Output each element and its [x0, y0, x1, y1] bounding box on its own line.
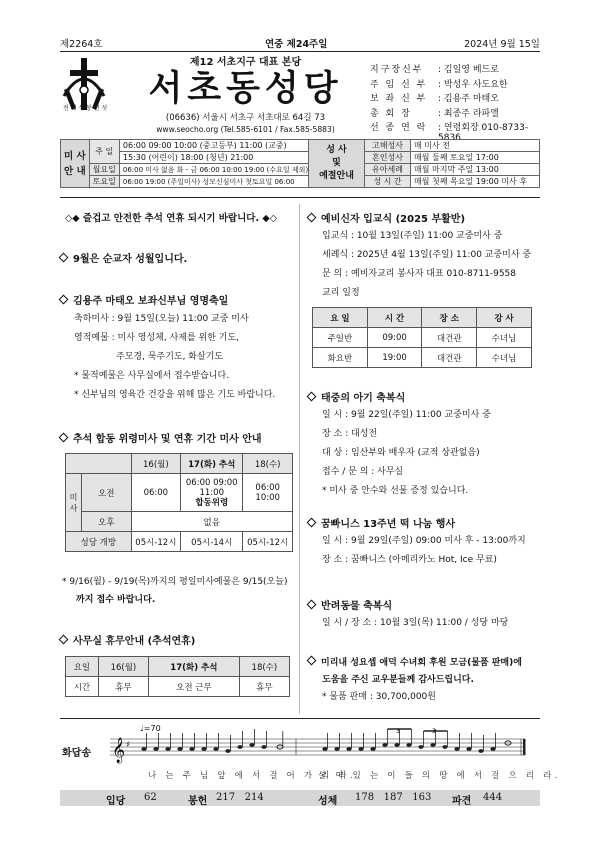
issue-date: 2024년 9월 15일: [464, 39, 540, 50]
office-title: 사무실 휴무안내 (추석연휴): [60, 632, 195, 647]
diamond-bullet-icon: [307, 392, 317, 402]
mass-schedule-table: 미 사 안 내 주 일 06:00 09:00 10:00 (중고등부) 11:00 (교중) 15:30 (어린이) 18:00 (청년) 21:00 월요일 06:00 미사 없음 화 - 금 06:00 10:00 19:00 (수요일 제외) 토요일 06:00 19:00 (주일미사) 성모신심미사 첫토요일 06:00: [60, 139, 312, 188]
svg-text:𝄞: 𝄞: [112, 738, 126, 763]
diamond-bullet-icon: [307, 518, 317, 528]
greeting: ◇◆ 즐겁고 안전한 추석 연휴 되시기 바랍니다. ◆◇: [65, 213, 277, 224]
chuseok-title: 추석 합동 위령미사 및 연휴 기간 미사 안내: [60, 430, 262, 445]
martyr-month-notice: 9월은 순교자 성월입니다.: [60, 250, 187, 265]
staff-row: 주 임 신 부 : 박성우 사도요한: [370, 79, 508, 90]
diamond-bullet-icon: [307, 600, 317, 610]
hymn-lyric-1: 나 는 주 님 앞 에 서 걸 어 가 리 라.: [148, 771, 356, 781]
chuseok-mass-table: 16(월) 17(화) 추석 18(수) 미사 오전 06:00 06:00 09:00 11:00 합동위령 06:00 10:00 오후 없음 성당 개방 05시-12시 05시-14시 05시-12시: [65, 453, 293, 552]
pet-blessing-section: 반려동물 축복식 일 시 / 장 소 : 10월 3일(목) 11:00 / 성당 마당: [308, 597, 543, 633]
hymn-numbers-bar: 입당 62 봉헌 217 214 성체 178 187 163 파견 444: [60, 790, 540, 806]
staff-row: 선 종 연 락 : 연령회장 010-8733-5836: [370, 123, 529, 143]
diamond-bullet-icon: [59, 295, 69, 305]
church-website: www.seocho.org (Tel.585-6101 / Fax.585-5883): [156, 125, 335, 134]
church-address: (06636) 서울시 서초구 서초대로 64길 73: [165, 113, 326, 123]
staff-row: 보 좌 신 부 : 김용주 마태오: [370, 94, 499, 104]
catechumen-section: 예비신자 입교식 (2025 부활반) 입교식 : 10월 13일(주일) 11:00 교중미사 중 세례식 : 2025년 4월 13일(주일) 11:00 교중미사 중 문 의 : 예비자교리 봉사자 대표 010-8711-9558 교리 일정: [308, 210, 543, 303]
svg-text:3: 3: [432, 728, 436, 735]
diamond-bullet-icon: [307, 656, 317, 666]
office-hours-table: 요일 16(월) 17(화) 추석 18(수) 시간 휴무 오전 근무 휴무: [65, 656, 290, 697]
feast-title: 김용주 마태오 보좌신부님 영명축일: [60, 292, 295, 307]
header-bar: [60, 36, 540, 50]
psalm-label: 화답송: [62, 748, 91, 759]
svg-text:3: 3: [396, 728, 400, 735]
section-rule: [60, 197, 540, 198]
mass-schedule-label: 미 사 안 내: [61, 140, 90, 188]
diamond-bullet-icon: ◆◇: [259, 213, 277, 224]
tempo-mark: ♩=70: [140, 724, 161, 733]
column-divider: [299, 204, 300, 714]
music-staff-icon: [110, 727, 530, 767]
diamond-bullet-icon: [59, 253, 69, 263]
liturgical-season: 연중 제24주일: [265, 39, 328, 50]
title-subtitle: 제12 서초지구 대표 본당: [189, 57, 302, 68]
title-block: [143, 53, 348, 134]
church-cross-logo-icon: [58, 56, 110, 134]
diamond-bullet-icon: [59, 635, 69, 645]
header-rule: [60, 51, 540, 52]
logo-caption: 전 례 석 봉 헌 섯: [62, 105, 108, 112]
sacrament-label: 성 사 및 예절안내: [309, 140, 365, 188]
diamond-bullet-icon: ◇◆: [65, 213, 83, 224]
issue-number: 제2264호: [60, 39, 103, 50]
page-title: 서초동성당: [148, 68, 343, 109]
catechism-schedule-table: 요 일 시 간 장 소 강 사 주일반 09:00 대건관 수녀님 화요반 19:00 대건관 수녀님: [312, 307, 532, 368]
staff-list: [370, 62, 550, 143]
baby-blessing-section: 태중의 아기 축복식 일 시 : 9월 22일(주일) 11:00 교중미사 중 장 소 : 대성전 대 상 : 임산부와 배우자 (교적 상관없음) 접수 / 문 의 : 사무실 * 미사 중 안수와 선물 증정 있습니다.: [308, 389, 543, 501]
staff-row: 지구장신부 : 김일영 베드로: [370, 65, 499, 75]
thanks-section: 미리내 성요셉 애덕 수녀회 후원 모금(물품 판매)에 도움을 주신 교우분들께 감사드립니다. * 물품 판매 : 30,700,000원: [308, 655, 543, 706]
svg-text:♯: ♯: [126, 740, 130, 749]
kkumpanis-section: 꿈빠니스 13주년 떡 나눔 행사 일 시 : 9월 29일(주일) 09:00 미사 후 - 13:00까지 장 소 : 꿈빠니스 (아메리카노 Hot, Ice 무료): [308, 515, 543, 570]
feast-section: 김용주 마태오 보좌신부님 영명축일 축하미사 : 9월 15일(오늘) 11:00 교중 미사 영적예물 : 미사 영성체, 사제를 위한 기도, 주모경, 묵주기도, 화살기도 * 물적예물은 사무실에서 접수받습니다. * 신부님의 영육간 건강을 위해 많은 기도 바랍니다.: [60, 292, 295, 405]
sacrament-table: 성 사 및 예절안내 고해성사 매 미사 전 혼인성사 매월 둘째 토요일 17:00 유아세례 매월 마지막 주일 13:00 성 시 간 매월 첫째 목요일 19:00 미사 후: [308, 139, 540, 188]
hymn-lyric-2: 살 아 있 는 이 들 의 땅 에 서 걸 으 리 라.: [318, 771, 561, 781]
diamond-bullet-icon: [307, 213, 317, 223]
diamond-bullet-icon: [59, 433, 69, 443]
staff-row: 총 회 장 : 최종주 라파엘: [370, 108, 499, 119]
chuseok-note: * 9/16(월) - 9/19(목)까지의 평일미사예물은 9/15(오늘) 까지 접수 바랍니다.: [62, 577, 288, 605]
hymn-rule: [60, 718, 540, 719]
